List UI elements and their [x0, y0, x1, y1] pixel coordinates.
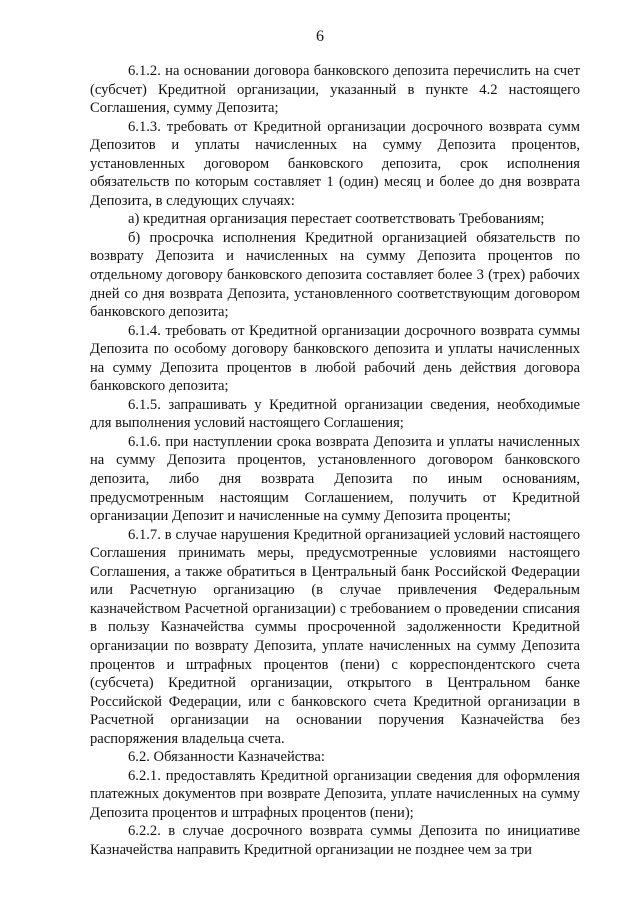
- clause-6-1-3-b: б) просрочка исполнения Кредитной организацией обязательств по возврату Депозита и начисленных на сумму Депозита процентов по отдельному договору банковского депозита составляет более 3 (трех) рабочих дней со дня возврата Депозита, установленного соответствующим договором банковского депозита;: [90, 229, 580, 321]
- clause-6-1-3-a: а) кредитная организация перестает соответствовать Требованиям;: [128, 211, 545, 228]
- clause-6-1-5: 6.1.5. запрашивать у Кредитной организации сведения, необходимые для выполнения условий настоящего Соглашения;: [90, 396, 580, 432]
- clause-6-1-7: 6.1.7. в случае нарушения Кредитной организацией условий настоящего Соглашения принимать меры, предусмотренные условиями настоящего Соглашения, а также обратиться в Центральный банк Российской Федерации или Расчетную организацию (в случае привлечения Федеральным казначейством Расчетной организации) с требованием о проведении списания в пользу Казначейства суммы просроченной задолженности Кредитной организации по возврату Депозита, уплате начисленных на сумму Депозита процентов и штрафных процентов (пени) с корреспондентского счета (субсчета) Кредитной организации, открытого в Центральном банке Российской Федерации, или с банковского счета Кредитной организации в Расчетной организации на основании поручения Казначейства без распоряжения владельца счета.: [90, 526, 580, 747]
- clause-6-1-3: 6.1.3. требовать от Кредитной организации досрочного возврата сумм Депозитов и уплаты начисленных на сумму Депозита процентов, установленных договором банковского депозита, срок исполнения обязательств по которым составляет 1 (один) месяц и более до дня возврата Депозита, в следующих случаях:: [90, 118, 580, 209]
- clause-6-2-1: 6.2.1. предоставлять Кредитной организации сведения для оформления платежных документов при возврате Депозита, уплате начисленных на сумму Депозита процентов и штрафных процентов (пени);: [90, 767, 580, 821]
- clause-6-1-4: 6.1.4. требовать от Кредитной организации досрочного возврата суммы Депозита по особому договору банковского депозита и уплаты начисленных на сумму Депозита процентов в любой рабочий день действия договора банковского депозита;: [90, 322, 580, 395]
- page-number: 6: [316, 28, 324, 45]
- clause-6-2-2: 6.2.2. в случае досрочного возврата суммы Депозита по инициативе Казначейства направить Кредитной организации не позднее чем за три: [90, 823, 580, 858]
- section-6-2-heading: 6.2. Обязанности Казначейства:: [128, 749, 325, 766]
- clause-6-1-6: 6.1.6. при наступлении срока возврата Депозита и уплаты начисленных на сумму Депозита процентов, установленного договором банковского депозита, либо дня возврата Депозита по иным основаниям, предусмотренным настоящим Соглашением, получить от Кредитной организации Депозит и начисленные на сумму Депозита проценты;: [90, 433, 580, 525]
- clause-6-1-2: 6.1.2. на основании договора банковского депозита перечислить на счет (субсчет) Кредитной организации, указанный в пункте 4.2 настоящего Соглашения, сумму Депозита;: [90, 63, 580, 117]
- document-body: [90, 62, 580, 860]
